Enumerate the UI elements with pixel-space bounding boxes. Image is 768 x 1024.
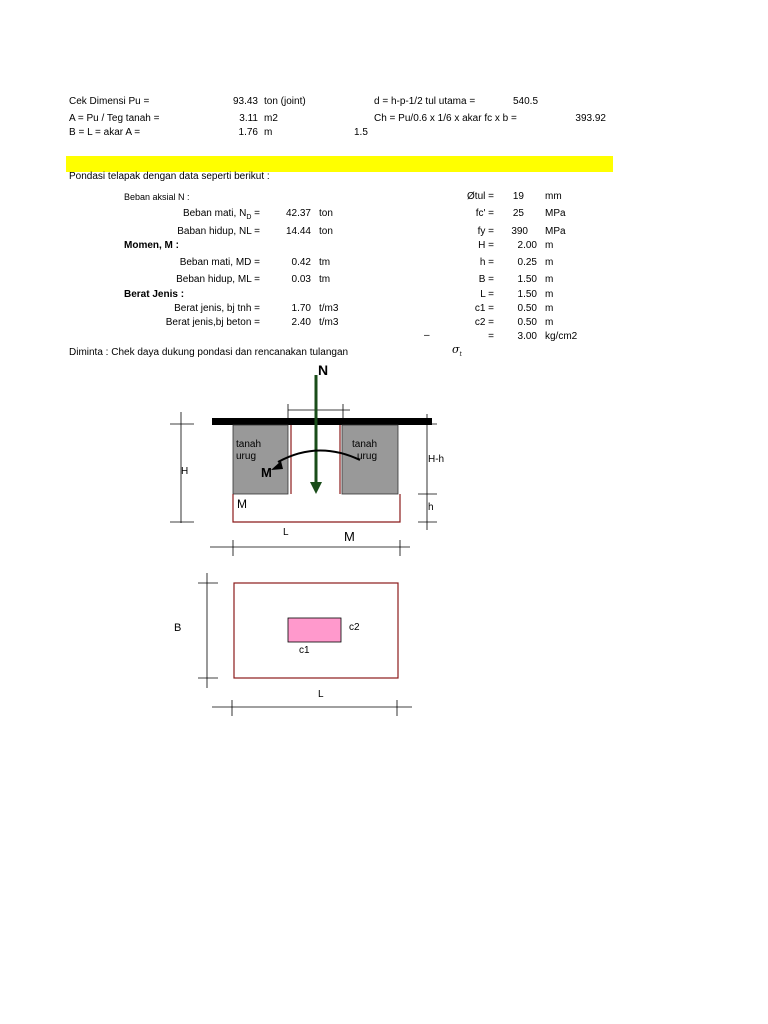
c2-unit: m xyxy=(545,317,554,328)
bj-beton-label: Berat jenis,bj beton = xyxy=(165,317,260,328)
bl-value2: 1.5 xyxy=(354,127,368,138)
bj-beton-value: 2.40 xyxy=(291,317,311,328)
otul-unit: mm xyxy=(545,191,562,202)
fc-value: 25 xyxy=(512,208,524,219)
cek-pu-value: 93.43 xyxy=(232,96,258,107)
beban-mati-n-unit: ton xyxy=(319,208,333,219)
beban-hidup-m-unit: tm xyxy=(319,274,331,285)
m-left-label: M xyxy=(237,497,247,511)
beban-mati-m-value: 0.42 xyxy=(291,257,311,268)
bl-label: B = L = akar A = xyxy=(69,127,141,138)
c1-label: c1 = xyxy=(474,303,494,314)
area-value: 3.11 xyxy=(239,113,258,124)
c2-label: c2 = xyxy=(474,317,494,328)
c2-value: 0.50 xyxy=(517,317,537,328)
fc-unit: MPa xyxy=(545,208,566,219)
c1-value: 0.50 xyxy=(517,303,537,314)
cek-pu-unit: ton (joint) xyxy=(264,96,306,107)
area-label: A = Pu / Teg tanah = xyxy=(69,113,160,124)
h-small-dim-label: h xyxy=(428,502,434,513)
b-value: 1.50 xyxy=(517,274,537,285)
h-lower-label: h = xyxy=(479,257,494,268)
bj-beton-unit: t/m3 xyxy=(319,317,339,328)
momen-heading: Momen, M : xyxy=(124,240,179,251)
h-lower-value: 0.25 xyxy=(517,257,537,268)
moment-label: M xyxy=(261,465,272,480)
tanah-left-label: tanah xyxy=(236,439,262,450)
bl-value: 1.76 xyxy=(238,127,258,138)
beban-aksial-label: Beban aksial N : xyxy=(124,192,190,202)
b-label: B = xyxy=(478,274,494,285)
h-dim-label: H xyxy=(181,466,189,477)
beban-mati-n-label: Beban mati, $N_D$ = xyxy=(182,208,260,221)
bj-tanah-value: 1.70 xyxy=(291,303,311,314)
beban-hidup-m-label: Beban hidup, ML = xyxy=(176,274,260,285)
beban-mati-m-label: Beban mati, MD = xyxy=(179,257,260,268)
area-unit: m2 xyxy=(264,113,278,124)
sigma-eq: = xyxy=(488,331,494,342)
sigma-bar: – xyxy=(424,330,430,341)
sigma-symbol: $\sigma_t$ xyxy=(452,343,462,359)
fy-value: 390 xyxy=(511,226,528,237)
l-value: 1.50 xyxy=(517,289,537,300)
bj-tanah-unit: t/m3 xyxy=(319,303,339,314)
fy-label: fy = xyxy=(477,226,494,237)
urug-right-label: urug xyxy=(357,451,378,462)
beban-mati-m-unit: tm xyxy=(319,257,331,268)
beban-hidup-n-value: 14.44 xyxy=(285,226,311,237)
otul-label: Øtul = xyxy=(467,191,494,202)
fc-label: fc' = xyxy=(475,208,494,219)
m-bottom-label: M xyxy=(344,529,355,544)
diminta-text: Diminta : Chek daya dukung pondasi dan rencanakan tulangan xyxy=(69,347,349,358)
tanah-right-label: tanah xyxy=(352,439,378,450)
c2-dim-label: c2 xyxy=(349,622,360,633)
h-lower-unit: m xyxy=(545,257,554,268)
beban-hidup-m-value: 0.03 xyxy=(291,274,311,285)
h-upper-label: H = xyxy=(478,240,494,251)
n-label: N xyxy=(318,362,329,378)
ch-label: Ch = Pu/0.6 x 1/6 x akar fc x b = xyxy=(374,113,517,124)
berat-jenis-heading: Berat Jenis : xyxy=(124,289,185,300)
ch-value: 393.92 xyxy=(575,113,606,124)
b-dim-label: B xyxy=(174,622,182,634)
n-arrow-head xyxy=(310,482,322,494)
c1-unit: m xyxy=(545,303,554,314)
h-upper-unit: m xyxy=(545,240,554,251)
bj-tanah-label: Berat jenis, bj tnh = xyxy=(174,303,260,314)
otul-value: 19 xyxy=(512,191,524,202)
sigma-value: 3.00 xyxy=(517,331,537,342)
bl-unit: m xyxy=(264,127,273,138)
urug-left-label: urug xyxy=(236,451,257,462)
hh-dim-label: H-h xyxy=(428,454,445,465)
beban-mati-n-value: 42.37 xyxy=(285,208,311,219)
h-upper-value: 2.00 xyxy=(517,240,537,251)
intro-text: Pondasi telapak dengan data seperti berikut : xyxy=(69,171,270,182)
l2-dim-label: L xyxy=(318,689,324,700)
l-label: L = xyxy=(480,289,494,300)
beban-hidup-n-label: Baban hidup, NL = xyxy=(177,226,260,237)
c1-dim-label: c1 xyxy=(299,645,310,656)
footing-outline xyxy=(233,494,400,522)
ground-slab xyxy=(212,418,432,425)
beban-hidup-n-unit: ton xyxy=(319,226,333,237)
l-unit: m xyxy=(545,289,554,300)
fy-unit: MPa xyxy=(545,226,566,237)
column-plan xyxy=(288,618,341,642)
cek-pu-label: Cek Dimensi Pu = xyxy=(69,96,150,107)
sigma-unit: kg/cm2 xyxy=(545,331,578,342)
b-unit: m xyxy=(545,274,554,285)
d-value: 540.5 xyxy=(513,96,539,107)
d-label: d = h-p-1/2 tul utama = xyxy=(374,96,476,107)
l-dim-label: L xyxy=(283,527,289,538)
